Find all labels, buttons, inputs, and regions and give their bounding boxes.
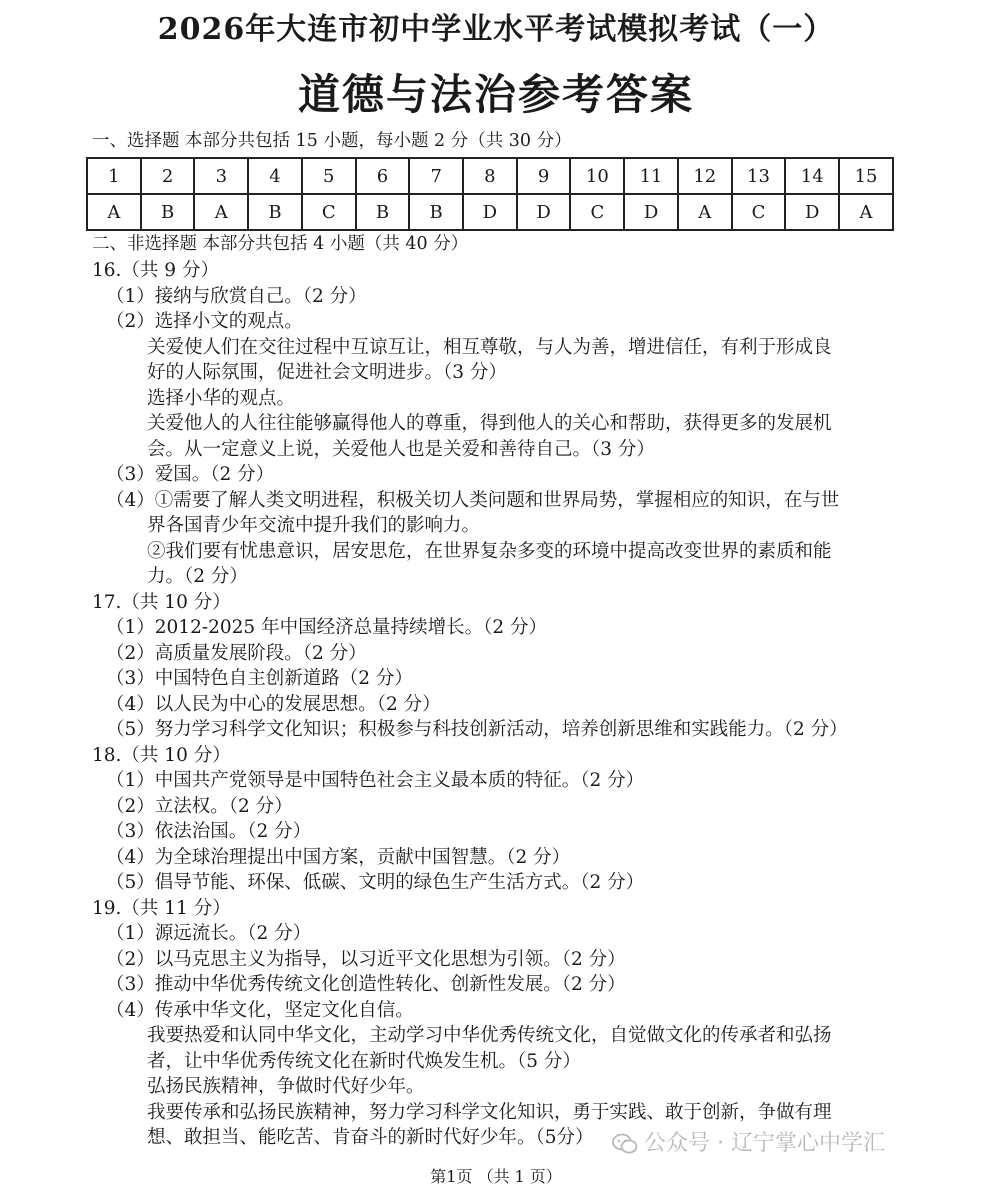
question-number-cell: 7 — [409, 158, 463, 194]
answer-line: （1）源远流长。（2 分） — [106, 923, 312, 944]
answer-line: 17.（共 10 分） — [92, 591, 231, 613]
answer-line: 19.（共 11 分） — [92, 897, 231, 919]
answer-cell: B — [141, 194, 195, 230]
answer-line: 关爱使人们在交往过程中互谅互让，相互尊敬，与人为善，增进信任，有利于形成良 — [147, 336, 832, 358]
answer-cell: A — [839, 194, 893, 230]
answer-table — [86, 157, 894, 231]
answer-line: （2）高质量发展阶段。（2 分） — [106, 642, 367, 664]
answer-line: （3）中国特色自主创新道路（2 分） — [106, 668, 413, 689]
answer-line: （2）选择小文的观点。 — [106, 311, 303, 332]
answer-line: ②我们要有忧患意识，居安思危，在世界复杂多变的环境中提高改变世界的素质和能 — [147, 540, 832, 562]
question-number-cell: 14 — [785, 158, 839, 194]
answer-line: （2）以马克思主义为指导，以习近平文化思想为引领。（2 分） — [106, 948, 626, 970]
question-number-cell: 6 — [356, 158, 410, 194]
answer-line: （4）①需要了解人类文明进程，积极关切人类问题和世界局势，掌握相应的知识，在与世 — [106, 489, 840, 511]
answer-cell: D — [517, 194, 571, 230]
question-number-cell: 15 — [839, 158, 893, 194]
watermark-text: 公众号 · 辽宁掌心中学汇 — [644, 1131, 885, 1156]
answer-line: 界各国青少年交流中提升我们的影响力。 — [147, 515, 481, 536]
page-number: 第1页 （共 1 页） — [430, 1167, 562, 1186]
answer-line: 我要传承和弘扬民族精神，努力学习科学文化知识，勇于实践、敢于创新，争做有理 — [147, 1101, 832, 1123]
answer-line: 者，让中华优秀传统文化在新时代焕发生机。（5 分） — [147, 1050, 581, 1072]
answer-line: 16.（共 9 分） — [92, 260, 219, 281]
answer-line: 18.（共 10 分） — [92, 744, 231, 766]
question-number-cell: 1 — [87, 158, 141, 194]
question-number-cell: 12 — [678, 158, 732, 194]
question-number-row — [87, 158, 893, 194]
answer-line: （3）推动中华优秀传统文化创造性转化、创新性发展。（2 分） — [106, 974, 626, 995]
question-number-cell: 13 — [732, 158, 786, 194]
answer-line: （5）努力学习科学文化知识；积极参与科技创新活动，培养创新思维和实践能力。（2 分） — [106, 719, 848, 740]
answer-cell: B — [409, 194, 463, 230]
question-number-cell: 2 — [141, 158, 195, 194]
answer-line: （1）2012-2025 年中国经济总量持续增长。（2 分） — [106, 617, 547, 638]
question-number-cell: 10 — [570, 158, 624, 194]
answer-line: （4）传承中华文化，坚定文化自信。 — [106, 999, 414, 1021]
answer-line: 关爱他人的人往往能够赢得他人的尊重，得到他人的关心和帮助，获得更多的发展机 — [147, 413, 832, 434]
answer-line: （4）为全球治理提出中国方案，贡献中国智慧。（2 分） — [106, 846, 571, 868]
document-subtitle: 道德与法治参考答案 — [297, 70, 694, 119]
question-number-cell: 9 — [517, 158, 571, 194]
answer-lines — [92, 258, 912, 1151]
answer-line: 选择小华的观点。 — [147, 387, 296, 409]
answer-row — [87, 194, 893, 230]
question-number-cell: 8 — [463, 158, 517, 194]
question-number-cell: 3 — [194, 158, 248, 194]
wechat-icon — [612, 1133, 638, 1155]
answer-line: （2）立法权。（2 分） — [106, 795, 293, 817]
answer-cell: B — [248, 194, 302, 230]
question-number-cell: 11 — [624, 158, 678, 194]
answer-line: 想、敢担当、能吃苦、肯奋斗的新时代好少年。（5分） — [147, 1127, 594, 1148]
answer-line: 我要热爱和认同中华文化，主动学习中华优秀传统文化，自觉做文化的传承者和弘扬 — [147, 1025, 832, 1046]
answer-cell: A — [87, 194, 141, 230]
section2-heading: 二、非选择题 本部分共包括 4 小题（共 40 分） — [92, 234, 469, 254]
answer-cell: C — [302, 194, 356, 230]
answer-cell: D — [624, 194, 678, 230]
answer-cell: D — [463, 194, 517, 230]
answer-cell: D — [785, 194, 839, 230]
watermark — [612, 1126, 885, 1157]
answer-line: （1）中国共产党领导是中国特色社会主义最本质的特征。（2 分） — [106, 770, 645, 791]
section1-heading: 一、选择题 本部分共包括 15 小题，每小题 2 分（共 30 分） — [92, 131, 572, 151]
answer-line: （5）倡导节能、环保、低碳、文明的绿色生产生活方式。（2 分） — [106, 872, 645, 893]
answer-cell: C — [570, 194, 624, 230]
answer-line: 好的人际氛围，促进社会文明进步。（3 分） — [147, 362, 507, 383]
answer-line: 弘扬民族精神，争做时代好少年。 — [147, 1076, 425, 1097]
answer-cell: A — [194, 194, 248, 230]
answer-line: 会。从一定意义上说，关爱他人也是关爱和善待自己。（3 分） — [147, 438, 655, 460]
answer-line: （3）爱国。（2 分） — [106, 464, 275, 485]
answer-line: 力。（2 分） — [147, 566, 248, 587]
question-number-cell: 5 — [302, 158, 356, 194]
answer-line: （1）接纳与欣赏自己。（2 分） — [106, 285, 367, 307]
exam-title: 2026年大连市初中学业水平考试模拟考试（一） — [157, 12, 835, 47]
question-number-cell: 4 — [248, 158, 302, 194]
answer-line: （4）以人民为中心的发展思想。（2 分） — [106, 693, 441, 715]
answer-cell: B — [356, 194, 410, 230]
answer-line: （3）依法治国。（2 分） — [106, 821, 312, 842]
answer-cell: A — [678, 194, 732, 230]
answer-cell: C — [732, 194, 786, 230]
